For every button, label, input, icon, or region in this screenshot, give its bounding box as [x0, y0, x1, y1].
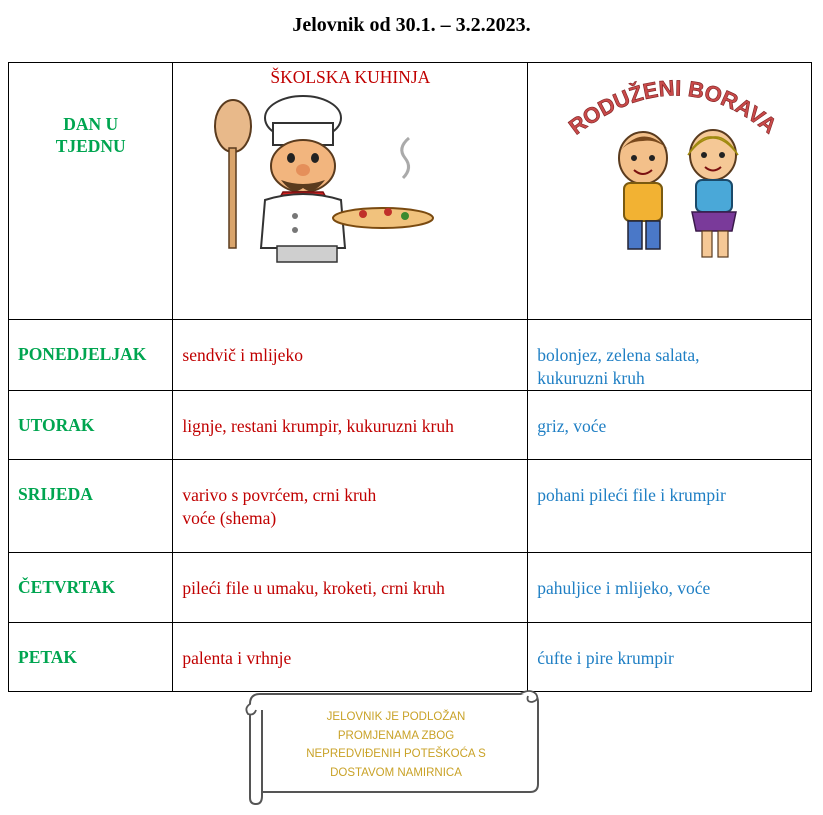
menu-table: [8, 62, 812, 692]
table-row: [9, 460, 812, 553]
boravak-cell: [528, 623, 812, 692]
day-cell: ČETVRTAK: [9, 553, 173, 623]
boravak-item: pahuljice i mlijeko, voće: [537, 578, 711, 598]
boravak-item: kukuruzni kruh: [537, 368, 645, 388]
notice-line: PROMJENAMA ZBOG: [337, 729, 455, 742]
kuhinja-item: lignje, restani krumpir, kukuruzni kruh: [182, 416, 454, 436]
kuhinja-item: palenta i vrhnje: [182, 648, 292, 668]
kuhinja-item: voće (shema): [182, 508, 277, 528]
table-row: [9, 320, 812, 391]
table-row: [9, 553, 812, 623]
kuhinja-cell: [173, 391, 528, 460]
kuhinja-item: varivo s povrćem, crni kruh: [182, 485, 377, 505]
page-title: Jelovnik od 30.1. – 3.2.2023.: [292, 14, 531, 36]
kuhinja-item: sendvič i mlijeko: [182, 345, 303, 365]
kuhinja-column-header: [173, 63, 528, 320]
boravak-cell: [528, 460, 812, 553]
boravak-item: griz, voće: [537, 416, 607, 436]
day-header-line1: DAN U: [63, 114, 119, 134]
kuhinja-cell: [173, 320, 528, 391]
boravak-item: ćufte i pire krumpir: [537, 648, 674, 668]
table-row: [9, 623, 812, 692]
header-row: [9, 63, 812, 320]
boravak-label: RODUŽENI BORAVA: [564, 75, 783, 140]
notice-line: NEPREDVIĐENIH POTEŠKOĆA S: [306, 748, 486, 760]
svg-text:PRODUŽENI BORAVAK: [528, 63, 782, 140]
table-row: [9, 391, 812, 460]
kuhinja-cell: [173, 460, 528, 553]
kuhinja-label: ŠKOLSKA KUHINJA: [270, 67, 431, 87]
day-column-header: [9, 63, 173, 320]
boravak-item: pohani pileći file i krumpir: [537, 485, 726, 505]
day-header-line2: TJEDNU: [55, 136, 126, 156]
kuhinja-item: pileći file u umaku, kroketi, crni kruh: [182, 578, 445, 598]
notice-line: JELOVNIK JE PODLOŽAN: [326, 711, 466, 723]
boravak-cell: [528, 391, 812, 460]
boravak-cell: [528, 553, 812, 623]
notice-line: DOSTAVOM NAMIRNICA: [330, 766, 462, 779]
notice-text: [262, 708, 530, 782]
chef-illustration: [173, 88, 525, 264]
kuhinja-cell: [173, 553, 528, 623]
kuhinja-cell: [173, 623, 528, 692]
day-cell: PONEDJELJAK: [9, 320, 173, 391]
boravak-item: bolonjez, zelena salata,: [537, 345, 700, 365]
boravak-cell: [528, 320, 812, 391]
day-cell: UTORAK: [9, 391, 173, 460]
boravak-column-header: [528, 63, 812, 320]
day-cell: PETAK: [9, 623, 173, 692]
day-cell: SRIJEDA: [9, 460, 173, 553]
kids-illustration: [528, 63, 809, 267]
